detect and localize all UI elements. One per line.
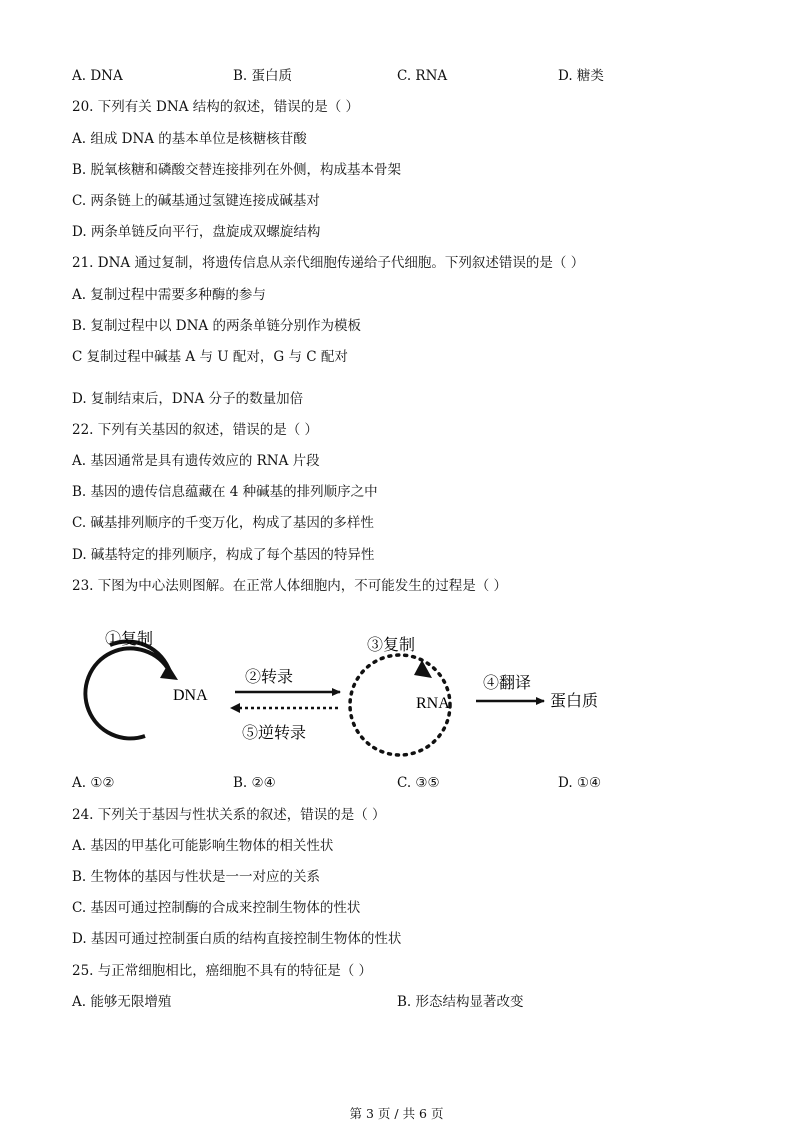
q22-stem: 22. 下列有关基因的叙述，错误的是（ ） <box>72 422 319 438</box>
q19-option-a: A. DNA <box>72 68 123 84</box>
q24-option-a: A. 基因的甲基化可能影响生物体的相关性状 <box>72 838 334 854</box>
label-replication-3: ③复制 <box>367 637 416 654</box>
q22-option-a: A. 基因通常是具有遗传效应的 RNA 片段 <box>72 453 320 469</box>
label-translation: ④翻译 <box>483 675 532 692</box>
q25-option-b: B. 形态结构显著改变 <box>397 994 524 1010</box>
q19-option-b: B. 蛋白质 <box>233 68 293 84</box>
q23-option-c: C. ③⑤ <box>397 775 440 791</box>
label-dna: DNA <box>173 687 208 704</box>
q21-option-d: D. 复制结束后，DNA 分子的数量加倍 <box>72 391 304 407</box>
q21-option-b: B. 复制过程中以 DNA 的两条单链分别作为模板 <box>72 318 361 334</box>
q24-option-d: D. 基因可通过控制蛋白质的结构直接控制生物体的性状 <box>72 931 402 947</box>
label-rna: RNA <box>416 695 450 712</box>
reverse-transcription-arrowhead <box>230 703 240 713</box>
label-transcription: ②转录 <box>245 669 294 686</box>
q21-option-c: C 复制过程中碱基 A 与 U 配对，G 与 C 配对 <box>72 349 348 365</box>
replication-arrowhead-1 <box>160 664 178 680</box>
label-replication-1: ①复制 <box>105 631 154 648</box>
q19-option-c: C. RNA <box>397 68 448 84</box>
q20-option-c: C. 两条链上的碱基通过氢键连接成碱基对 <box>72 193 320 209</box>
q19-option-d: D. 糖类 <box>558 68 604 84</box>
replication-loop-1 <box>85 641 170 738</box>
q23-option-d: D. ①④ <box>558 775 602 791</box>
q22-option-c: C. 碱基排列顺序的千变万化，构成了基因的多样性 <box>72 515 374 531</box>
q20-stem: 20. 下列有关 DNA 结构的叙述，错误的是（ ） <box>72 99 360 115</box>
label-reverse-transcription: ⑤逆转录 <box>242 725 307 742</box>
q22-option-b: B. 基因的遗传信息蕴藏在 4 种碱基的排列顺序之中 <box>72 484 378 500</box>
q21-option-a: A. 复制过程中需要多种酶的参与 <box>72 287 266 303</box>
q23-stem: 23. 下图为中心法则图解。在正常人体细胞内，不可能发生的过程是（ ） <box>72 578 508 594</box>
central-dogma-svg <box>80 620 640 760</box>
label-protein: 蛋白质 <box>550 693 599 710</box>
q23-option-b: B. ②④ <box>233 775 276 791</box>
page-footer: 第 3 页 / 共 6 页 <box>349 1106 444 1121</box>
q24-option-b: B. 生物体的基因与性状是一一对应的关系 <box>72 869 321 885</box>
central-dogma-diagram <box>80 620 640 760</box>
q20-option-d: D. 两条单链反向平行，盘旋成双螺旋结构 <box>72 224 321 240</box>
q20-option-a: A. 组成 DNA 的基本单位是核糖核苷酸 <box>72 131 307 147</box>
q24-option-c: C. 基因可通过控制酶的合成来控制生物体的性状 <box>72 900 361 916</box>
q23-option-a: A. ①② <box>72 775 115 791</box>
q24-stem: 24. 下列关于基因与性状关系的叙述，错误的是（ ） <box>72 807 386 823</box>
q22-option-d: D. 碱基特定的排列顺序，构成了每个基因的特异性 <box>72 547 375 563</box>
q20-option-b: B. 脱氧核糖和磷酸交替连接排列在外侧，构成基本骨架 <box>72 162 402 178</box>
q25-option-a: A. 能够无限增殖 <box>72 994 172 1010</box>
q25-stem: 25. 与正常细胞相比，癌细胞不具有的特征是（ ） <box>72 963 373 979</box>
q21-stem: 21. DNA 通过复制，将遗传信息从亲代细胞传递给子代细胞。下列叙述错误的是（ ） <box>72 255 585 271</box>
